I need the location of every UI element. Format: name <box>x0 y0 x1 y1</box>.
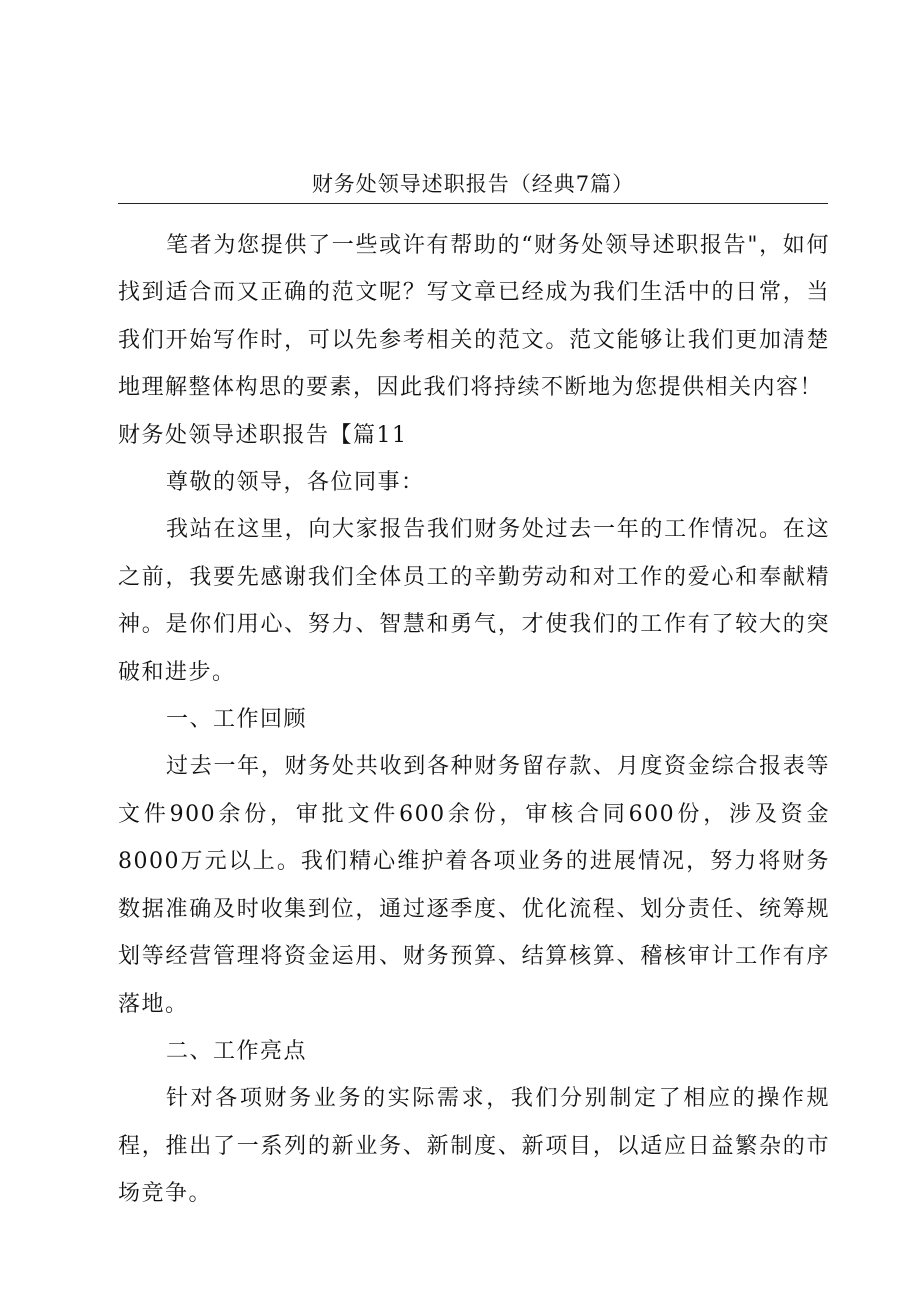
body-paragraph: 针对各项财务业务的实际需求，我们分别制定了相应的操作规程，推出了一系列的新业务、新制度、新项目，以适应日益繁杂的市场竞争。 <box>118 1086 830 1207</box>
title-underline <box>118 203 828 204</box>
intro-paragraph: 笔者为您提供了一些或许有帮助的“财务处领导述职报告"，如何找到适合而又正确的范文呢？写文章已经成为我们生活中的日常，当我们开始写作时，可以先参考相关的范文。范文能够让我们更加清楚地理解整体构思的要素，因此我们将持续不断地为您提供相关内容！ <box>118 233 830 401</box>
section-heading: 财务处领导述职报告【篇11 <box>118 422 408 448</box>
body-paragraph: 过去一年，财务处共收到各种财务留存款、月度资金综合报表等文件900余份，审批文件600余份，审核合同600份，涉及资金8000万元以上。我们精心维护着各项业务的进展情况，努力将财务数据准确及时收集到位，通过逐季度、优化流程、划分责任、统筹规划等经营管理将资金运用、财务预算、结算核算、稽核审计工作有序落地。 <box>118 754 830 1017</box>
salutation: 尊敬的领导，各位同事： <box>166 470 425 496</box>
subheading-review: 一、工作回顾 <box>166 707 308 733</box>
subheading-highlights: 二、工作亮点 <box>166 1038 308 1064</box>
body-paragraph: 我站在这里，向大家报告我们财务处过去一年的工作情况。在这之前，我要先感谢我们全体员工的辛勤劳动和对工作的爱心和奉献精神。是你们用心、努力、智慧和勇气，才使我们的工作有了较大的突破和进步。 <box>118 517 830 685</box>
document-title: 财务处领导述职报告（经典7篇） <box>311 172 635 196</box>
document-body <box>118 222 830 1218</box>
